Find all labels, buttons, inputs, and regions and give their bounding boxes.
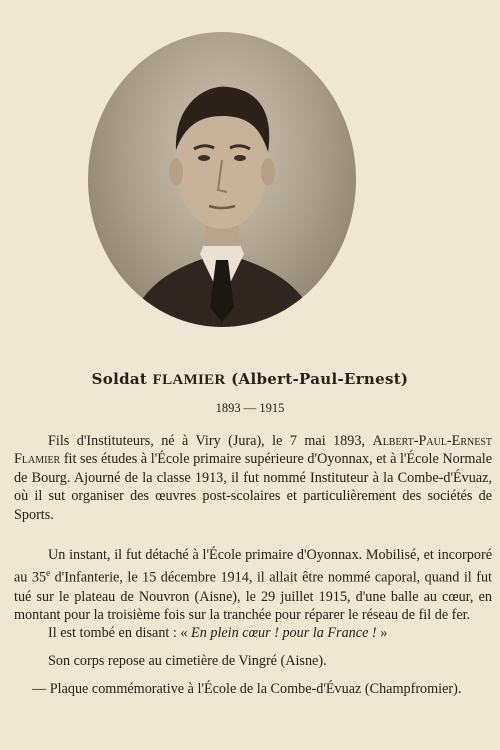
p3-text-a: Il est tombé en disant : « bbox=[48, 625, 192, 641]
p3-text-b: » bbox=[376, 625, 388, 641]
p2-text-b: d'Infanterie, le 15 décembre 1914, il allait être nommé caporal, quand il fut tué sur le plateau de Nouvron (Aisne), le 29 juillet 1915, d'une balle au cœur, en montant pour la troisième fois sur la tranchée pour réparer le réseau de fil de fer. bbox=[14, 570, 492, 623]
p1-text-a: Fils d'Instituteurs, né à Viry (Jura), le 7 mai 1893, bbox=[48, 433, 373, 449]
last-words-quote: En plein cœur ! pour la France ! bbox=[191, 625, 377, 641]
portrait-photo bbox=[88, 32, 356, 327]
life-dates: 1893 — 1915 bbox=[215, 401, 285, 415]
paragraph-last-words bbox=[48, 624, 492, 642]
p1-text-b: fit ses études à l'École primaire supérieure d'Oyonnax, et à l'École Normale de Bourg. Ajourné de la classe 1913, il fut nommé Instituteur à la Combe-d'Évuaz, où il sut organiser des œuvres post-scolaires et particulièrement des sociétés de Sports. bbox=[14, 451, 492, 523]
soldier-title bbox=[0, 370, 500, 389]
paragraph-plaque: — Plaque commémorative à l'École de la Combe-d'Évuaz (Champfromier). bbox=[32, 681, 462, 697]
portrait-illustration bbox=[88, 32, 356, 327]
paragraph-service bbox=[14, 546, 492, 624]
full-name: Albert-Paul-Ernest Flamier bbox=[14, 433, 492, 468]
paragraph-burial: Son corps repose au cimetière de Vingré (Aisne). bbox=[48, 653, 327, 669]
rank: Soldat bbox=[91, 370, 148, 388]
surname: FLAMIER bbox=[152, 372, 226, 388]
paragraph-biography bbox=[14, 432, 492, 524]
ordinal-sup: e bbox=[46, 568, 51, 579]
p2-text-a: Un instant, il fut détaché à l'École primaire d'Oyonnax. Mobilisé, et incorporé au 35 bbox=[14, 547, 492, 587]
given-names: (Albert-Paul-Ernest) bbox=[231, 370, 409, 388]
